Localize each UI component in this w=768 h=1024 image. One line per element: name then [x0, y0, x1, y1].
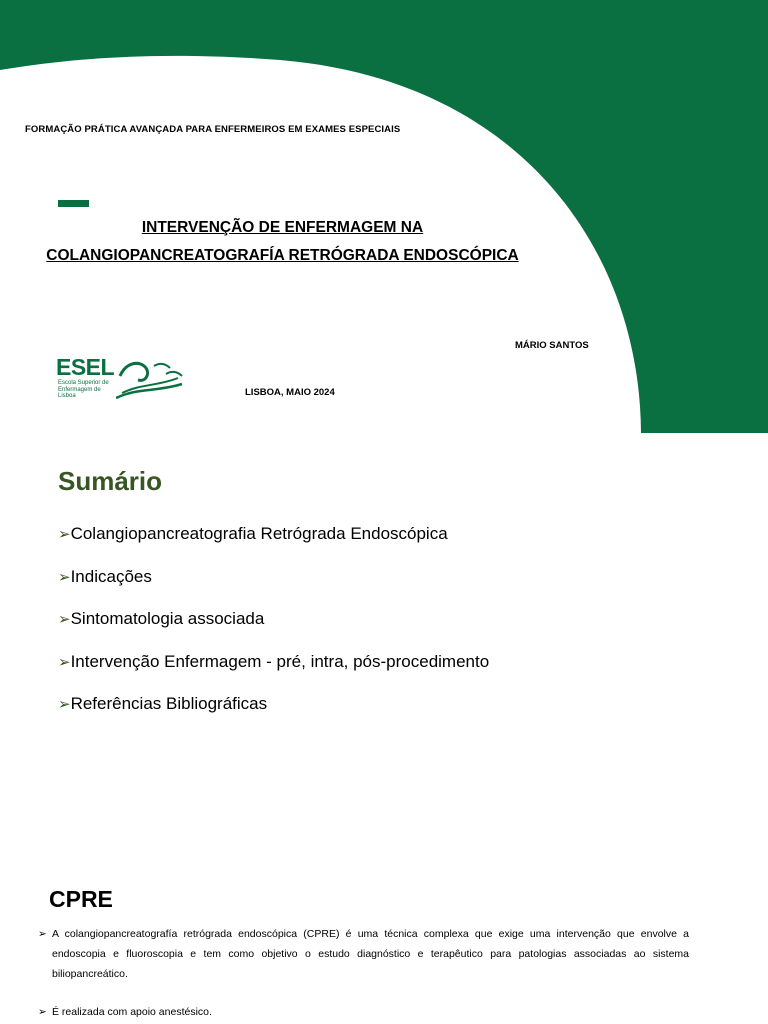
list-item-text: Intervenção Enfermagem - pré, intra, pós-procedimento: [70, 651, 490, 671]
arrow-bullet-icon: ➢: [38, 1006, 47, 1018]
list-item-text: Indicações: [70, 566, 152, 586]
arrow-bullet-icon: ➢: [38, 928, 47, 940]
presentation-title-line1: INTERVENÇÃO DE ENFERMAGEM NA: [141, 219, 424, 236]
presentation-title-line2: COLANGIOPANCREATOGRAFÍA RETRÓGRADA ENDOSCÓPICA: [46, 247, 519, 264]
bullet-text: É realizada com apoio anestésico.: [52, 1006, 212, 1018]
cpre-title: CPRE: [49, 886, 113, 912]
list-item: [58, 566, 489, 609]
list-item: [58, 608, 489, 651]
summary-slide: [0, 433, 768, 865]
cpre-bullet: [38, 1002, 212, 1022]
wave-icon: [116, 358, 186, 400]
arrow-bullet-icon: ➢: [58, 653, 71, 671]
list-item: [58, 523, 489, 566]
summary-title: Sumário: [58, 466, 163, 496]
arrow-bullet-icon: ➢: [58, 696, 71, 713]
list-item-text: Colangiopancreatografia Retrógrada Endoscópica: [70, 524, 448, 543]
title-slide: [0, 0, 768, 433]
arrow-bullet-icon: ➢: [58, 568, 71, 586]
esel-logo: [56, 356, 186, 402]
list-item: [58, 693, 489, 736]
author-name: MÁRIO SANTOS: [515, 340, 589, 351]
location-date: LISBOA, MAIO 2024: [245, 387, 335, 398]
list-item-text: Sintomatologia associada: [70, 609, 265, 628]
accent-bar: [58, 200, 89, 207]
arrow-bullet-icon: ➢: [58, 526, 71, 543]
cpre-slide: [0, 865, 768, 1024]
logo-text: ESEL: [56, 354, 115, 380]
logo-subtitle: Escola Superior de Enfermagem de Lisboa: [58, 380, 109, 399]
list-item-text: Referências Bibliográficas: [70, 694, 268, 713]
course-title: FORMAÇÃO PRÁTICA AVANÇADA PARA ENFERMEIROS EM EXAMES ESPECIAIS: [25, 124, 401, 135]
cpre-bullet: [38, 924, 689, 984]
bullet-text: A colangiopancreatografía retrógrada endoscópica (CPRE) é uma técnica complexa que exige uma intervenção que envolve a endoscopia e fluoroscopia e tem como objetivo o estudo diagnóstico e terapêutico para patologias associadas ao sistema biliopancreático.: [52, 928, 689, 980]
arrow-bullet-icon: ➢: [58, 611, 71, 628]
list-item: [58, 651, 489, 694]
summary-list: [58, 523, 489, 736]
